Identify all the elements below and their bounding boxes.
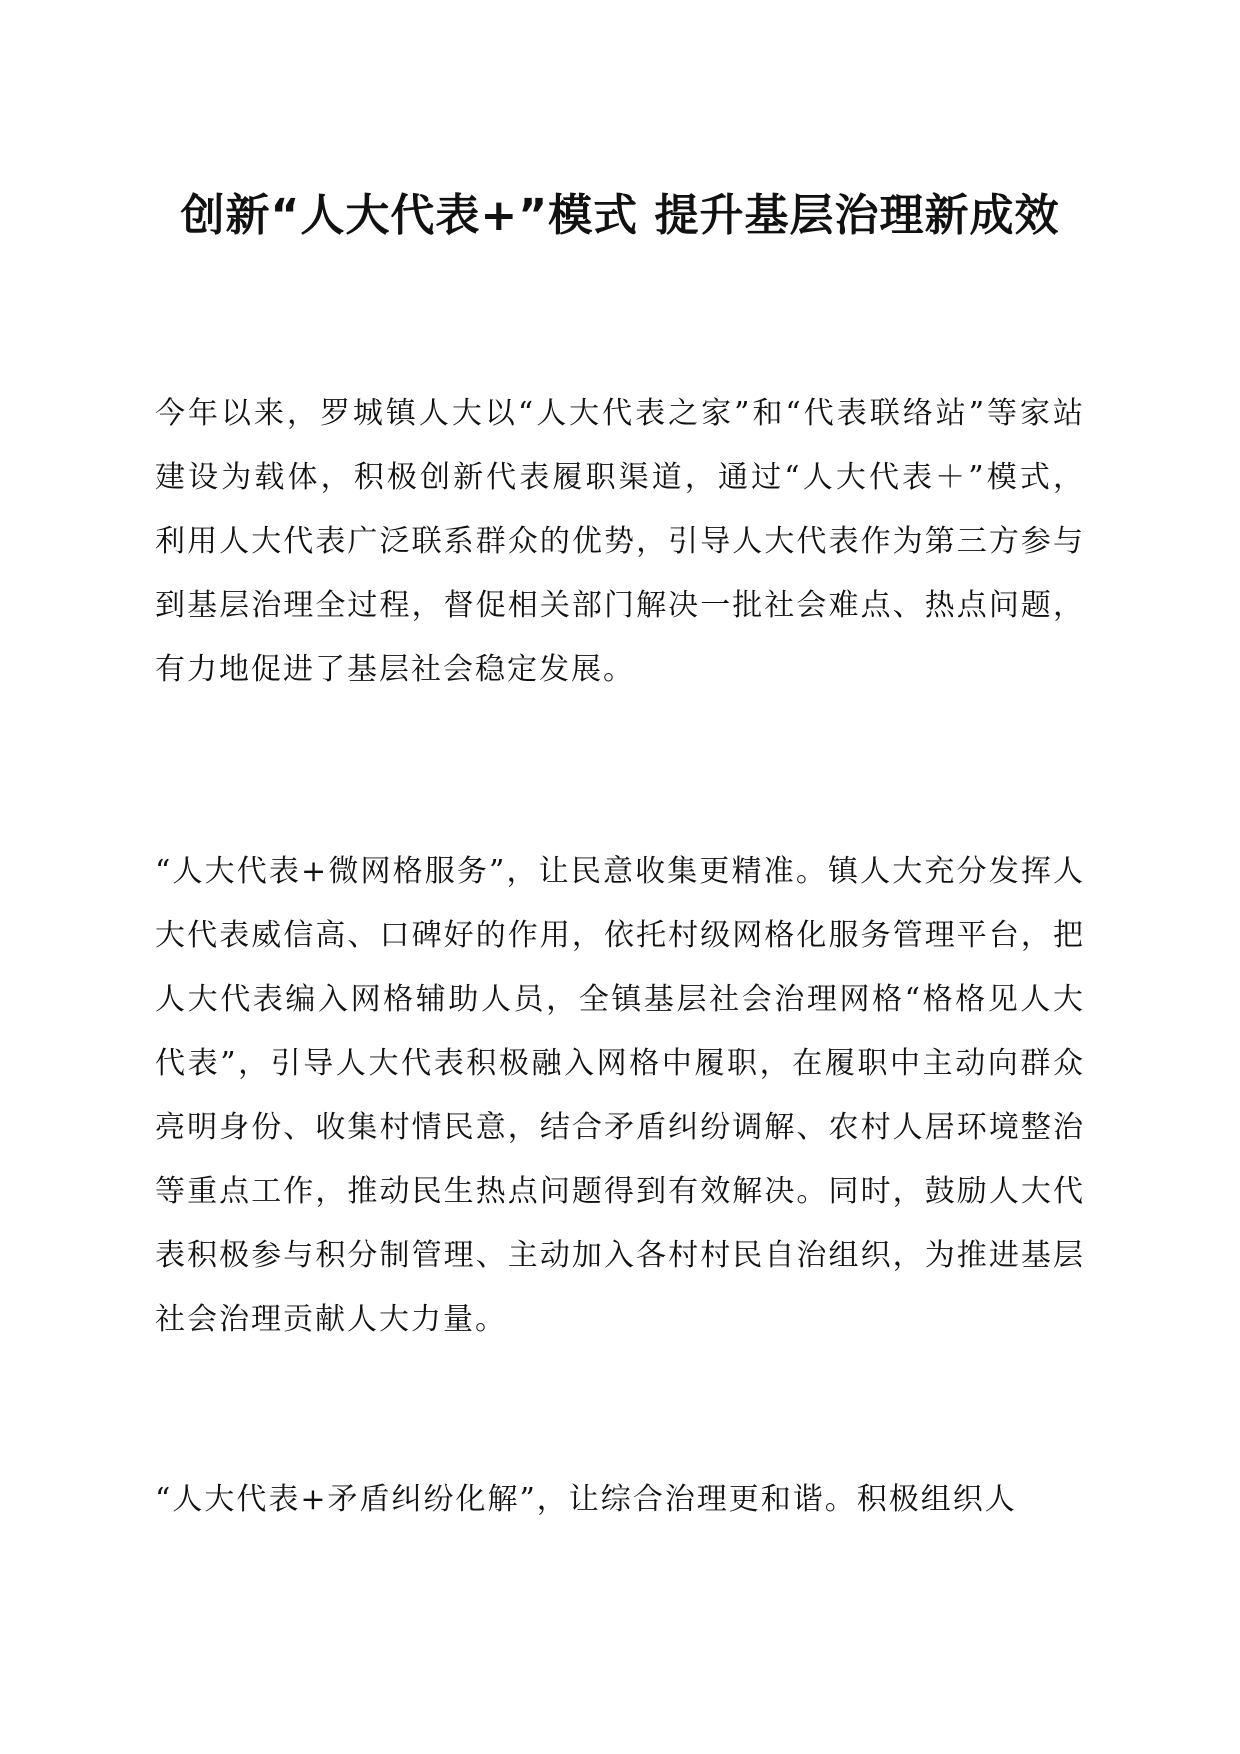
paragraph-dispute-resolution: “人大代表+矛盾纠纷化解”，让综合治理更和谐。积极组织人 (155, 1482, 1017, 1517)
paragraph-intro: 今年以来，罗城镇人大以“人大代表之家”和“代表联络站”等家站建设为载体，积极创新代表履职渠道，通过“人大代表＋”模式，利用人大代表广泛联系群众的优势，引导人大代表作为第三方参与到基层治理全过程，督促相关部门解决一批社会难点、热点问题，有力地促进了基层社会稳定发展。 (155, 396, 1085, 687)
document-title: 创新“人大代表+”模式 提升基层治理新成效 (180, 190, 1060, 241)
paragraph-micro-grid-service: “人大代表+微网格服务”，让民意收集更精准。镇人大充分发挥人大代表威信高、口碑好的作用，依托村级网格化服务管理平台，把人大代表编入网格辅助人员，全镇基层社会治理网格“格格见人大代表”，引导人大代表积极融入网格中履职，在履职中主动向群众亮明身份、收集村情民意，结合矛盾纠纷调解、农村人居环境整治等重点工作，推动民生热点问题得到有效解决。同时，鼓励人大代表积极参与积分制管理、主动加入各村村民自治组织，为推进基层社会治理贡献人大力量。 (155, 854, 1085, 1337)
